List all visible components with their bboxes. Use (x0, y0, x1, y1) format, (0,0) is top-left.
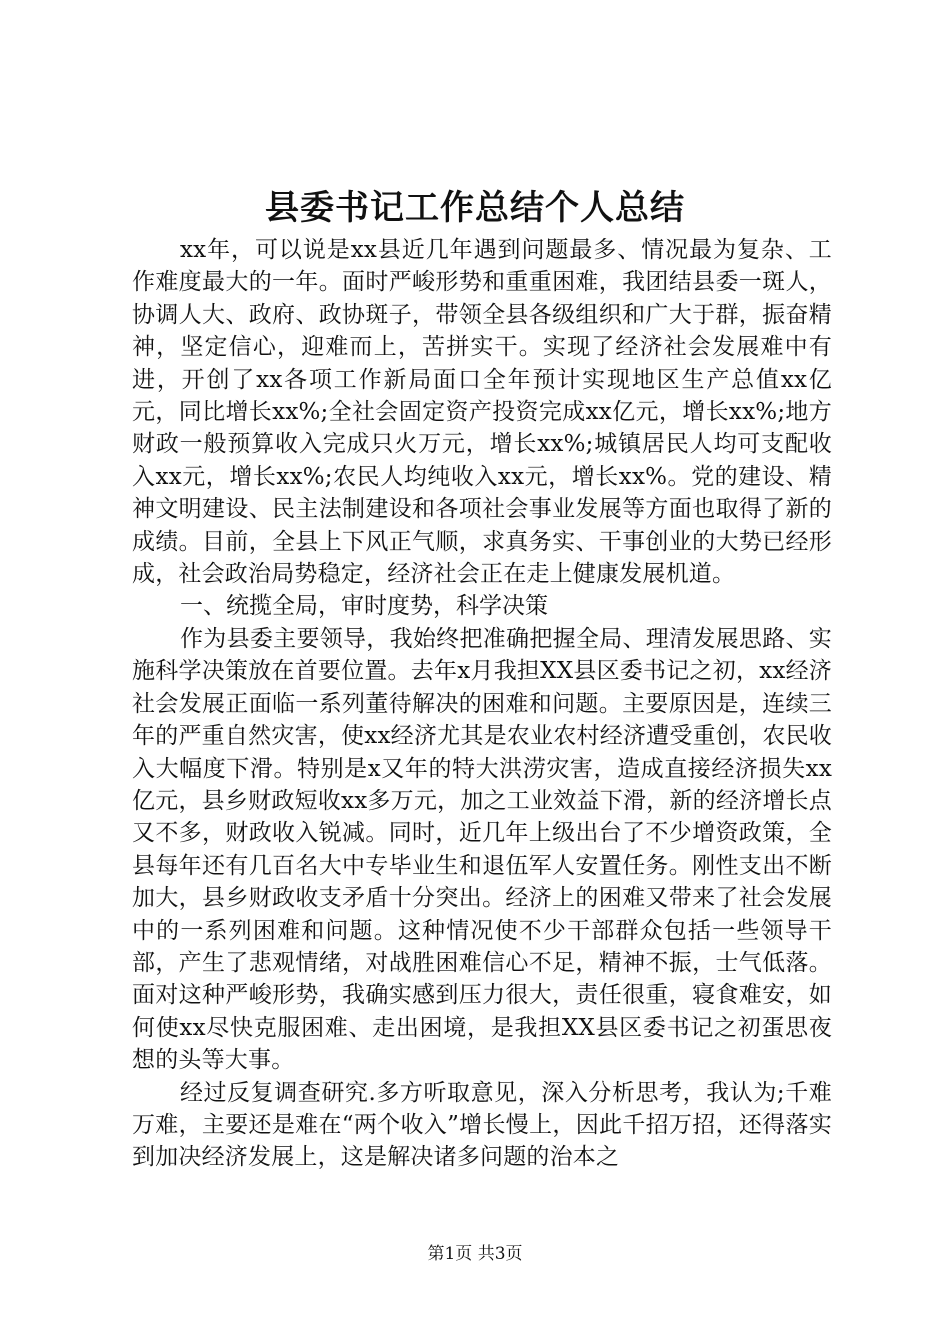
section-heading-1: 一、统揽全局，审时度势，科学决策 (180, 593, 548, 620)
document-body (132, 234, 832, 1174)
page-footer: 第1页 共3页 (427, 1244, 523, 1264)
document-title: 县委书记工作总结个人总结 (265, 188, 685, 228)
paragraph-intro: xx年，可以说是xx县近几年遇到问题最多、情况最为复杂、工作难度最大的一年。面时严峻形势和重重困难，我团结县委一斑人，协调人大、政府、政协斑子，带领全县各级组织和广大于群，振奋精神，坚定信心，迎难而上，苦拼实干。实现了经济社会发展难中有进，开创了xx各项工作新局面口全年预计实现地区生产总值xx亿元，同比增长xx%;全社会固定资产投资完成xx亿元，增长xx%;地方财政一般预算收入完成只火万元，增长xx%;城镇居民人均可支配收入xx元，增长xx%;农民人均纯收入xx元，增长xx%。党的建设、精神文明建设、民主法制建设和各项社会事业发展等方面也取得了新的成绩。目前，全县上下风正气顺，求真务实、干事创业的大势已经形成，社会政治局势稳定，经济社会正在走上健康发展机道。 (132, 237, 832, 588)
paragraph-section-1: 作为县委主要领导，我始终把准确把握全局、理清发展思路、实施科学决策放在首要位置。去年x月我担XX县区委书记之初，xx经济社会发展正面临一系列董待解决的困难和问题。主要原因是，连续三年的严重自然灾害，使xx经济尤其是农业农村经济遭受重创，农民收入大幅度下滑。特别是x又年的特大洪涝灾害，造成直接经济损失xx亿元，县乡财政短收xx多万元，加之工业效益下滑，新的经济增长点又不多，财政收入锐减。同时，近几年上级出台了不少增资政策，全县每年还有几百名大中专毕业生和退伍军人安置任务。刚性支出不断加大，县乡财政收支矛盾十分突出。经济上的困难又带来了社会发展中的一系列困难和问题。这种情况使不少干部群众包括一些领导干部，产生了悲观情绪，对战胜困难信心不足，精神不振，士气低落。面对这种严峻形势，我确实感到压力很大，责任很重，寝食难安，如何使xx尽快克服困难、走出困境，是我担XX县区委书记之初蛋思夜想的头等大事。 (132, 625, 832, 1074)
paragraph-analysis: 经过反复调查研究.多方听取意见，深入分析思考，我认为;千难万难，主要还是难在“两个收入”增长慢上，因此千招万招，还得落实到加决经济发展上，这是解决诸多问题的治本之 (132, 1079, 832, 1171)
